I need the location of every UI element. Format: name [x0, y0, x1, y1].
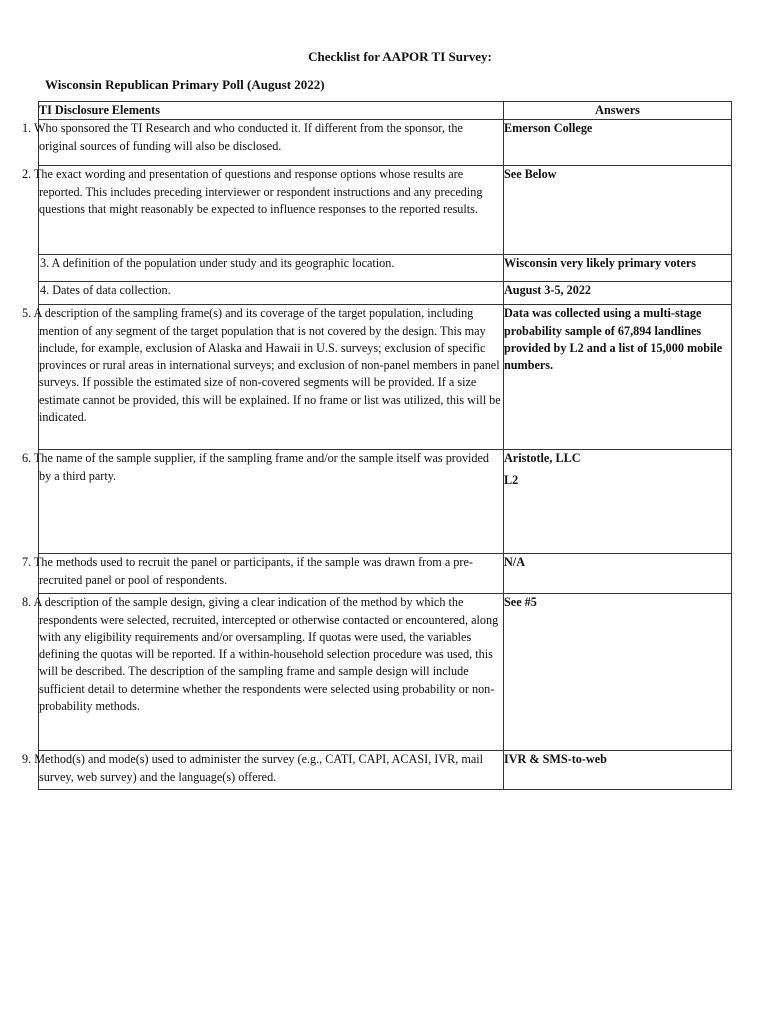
answer-text: N/A: [504, 554, 732, 594]
table-row: [39, 554, 732, 594]
element-text: 9. Method(s) and mode(s) used to administer the survey (e.g., CATI, CAPI, ACASI, IVR, mail survey, web survey) and the language(s) offered.: [39, 751, 504, 790]
answer-text: Wisconsin very likely primary voters: [504, 255, 732, 282]
element-text: 3. A definition of the population under study and its geographic location.: [39, 255, 504, 282]
header-elements: TI Disclosure Elements: [39, 102, 504, 120]
answer-text: IVR & SMS-to-web: [504, 751, 732, 790]
table-row: [39, 305, 732, 450]
table-header-row: [39, 102, 732, 120]
document-subtitle: Wisconsin Republican Primary Poll (August 2022): [45, 77, 325, 92]
answer-line: Aristotle, LLC: [504, 451, 581, 466]
element-text: 6. The name of the sample supplier, if the sampling frame and/or the sample itself was provided by a third party.: [39, 450, 504, 554]
element-text: 8. A description of the sample design, giving a clear indication of the method by which the respondents were selected, recruited, intercepted or otherwise contacted or encountered, along with any eligibility requirements and/or oversampling. If quotas were used, the variables defining the quotas will be reported. If a within-household selection procedure was used, this will be described. The description of the sampling frame and sample design will include sufficient detail to determine whether the respondents were selected using probability or non-probability methods.: [39, 594, 504, 751]
answer-text: August 3-5, 2022: [504, 282, 732, 305]
element-text: 1. Who sponsored the TI Research and who conducted it. If different from the sponsor, the original sources of funding will also be disclosed.: [39, 120, 504, 166]
table-row: [39, 120, 732, 166]
answer-text: See #5: [504, 594, 732, 751]
disclosure-table: [22, 101, 732, 790]
header-answers: Answers: [504, 102, 732, 120]
document-title: Checklist for AAPOR TI Survey:: [308, 49, 492, 64]
answer-text: Data was collected using a multi-stage probability sample of 67,894 landlines provided by L2 and a list of 15,000 mobile numbers.: [504, 305, 732, 450]
element-text: 2. The exact wording and presentation of questions and response options whose results are reported. This includes preceding interviewer or respondent instructions and any preceding questions that might reasonably be expected to influence responses to the reported results.: [39, 166, 504, 255]
answer-text: Emerson College: [504, 120, 732, 166]
answer-line: L2: [504, 472, 519, 487]
table-row: [39, 255, 732, 282]
table-row: [39, 166, 732, 255]
table-row: [39, 751, 732, 790]
table-row: [39, 282, 732, 305]
answer-text: See Below: [504, 166, 732, 255]
table-row: [39, 450, 732, 554]
element-text: 7. The methods used to recruit the panel or participants, if the sample was drawn from a pre-recruited panel or pool of respondents.: [39, 554, 504, 594]
table-row: [39, 594, 732, 751]
element-text: 4. Dates of data collection.: [39, 282, 504, 305]
answer-text: [504, 450, 732, 554]
element-text: 5. A description of the sampling frame(s) and its coverage of the target population, including mention of any segment of the target population that is not covered by the design. This may include, for example, exclusion of Alaska and Hawaii in U.S. surveys; exclusion of specific provinces or rural areas in international surveys; and exclusion of non-panel members in panel surveys. If possible the estimated size of non-covered segments will be provided. If a size estimate cannot be provided, this will be explained. If no frame or list was utilized, this will be indicated.: [39, 305, 504, 450]
